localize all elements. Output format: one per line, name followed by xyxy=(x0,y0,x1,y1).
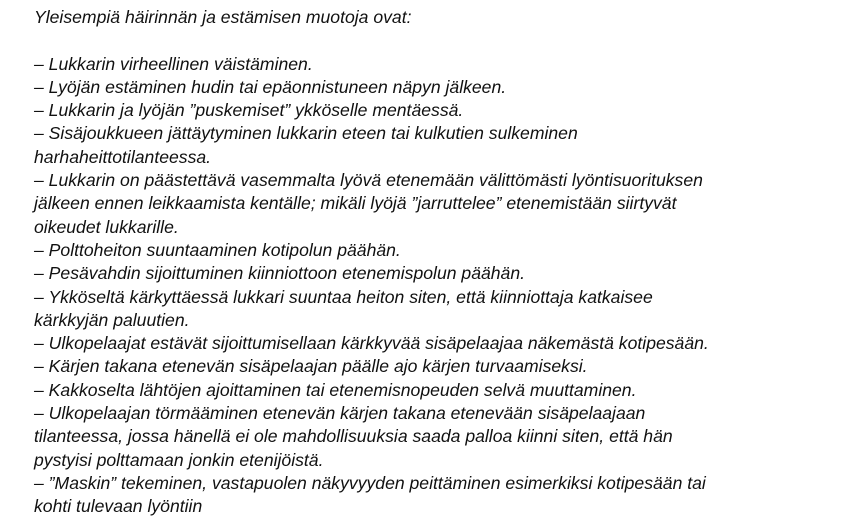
document-line: – Polttoheiton suuntaaminen kotipolun päähän. xyxy=(34,239,401,260)
document-line: – Lukkarin on päästettävä vasemmalta lyövä etenemään välittömästi lyöntisuorituksen xyxy=(34,170,703,191)
document-heading: Yleisempiä häirinnän ja estämisen muotoja ovat: xyxy=(34,7,412,27)
document-line: – Kakkoselta lähtöjen ajoittaminen tai etenemisnopeuden selvä muuttaminen. xyxy=(34,379,637,400)
document-line: – Sisäjoukkueen jättäytyminen lukkarin eteen tai kulkutien sulkeminen xyxy=(34,123,578,144)
document-line: – Ykköseltä kärkyttäessä lukkari suuntaa heiton siten, että kiinniottaja katkaisee xyxy=(34,286,653,307)
document-line: – Ulkopelaajan törmääminen etenevän kärjen takana etenevään sisäpelaajaan xyxy=(34,403,646,424)
document-line: kärkkyjän paluutien. xyxy=(34,309,190,330)
document-line: harhaheittotilanteessa. xyxy=(34,146,212,167)
document-line: jälkeen ennen leikkaamista kentälle; mikäli lyöjä ”jarruttelee” etenemistään siirtyvät xyxy=(34,193,677,214)
document-body xyxy=(34,6,834,519)
document-line: – Pesävahdin sijoittuminen kiinniottoon etenemispolun päähän. xyxy=(34,263,526,284)
document-line: kohti tulevaan lyöntiin xyxy=(34,496,203,517)
document-line: tilanteessa, jossa hänellä ei ole mahdollisuuksia saada palloa kiinni siten, että hän xyxy=(34,426,673,447)
document-line: – ”Maskin” tekeminen, vastapuolen näkyvyyden peittäminen esimerkiksi kotipesään tai xyxy=(34,472,706,493)
document-line: pystyisi polttamaan jonkin etenijöistä. xyxy=(34,449,324,470)
document-line: – Kärjen takana etenevän sisäpelaajan päälle ajo kärjen turvaamiseksi. xyxy=(34,356,588,377)
document-line: – Lyöjän estäminen hudin tai epäonnistuneen näpyn jälkeen. xyxy=(34,76,507,97)
document-line: oikeudet lukkarille. xyxy=(34,216,179,237)
document-line: – Lukkarin virheellinen väistäminen. xyxy=(34,53,313,74)
document-line: – Lukkarin ja lyöjän ”puskemiset” ykköselle mentäessä. xyxy=(34,100,464,121)
document-line: – Ulkopelaajat estävät sijoittumisellaan kärkkyvää sisäpelaajaa näkemästä kotipesään. xyxy=(34,333,709,354)
